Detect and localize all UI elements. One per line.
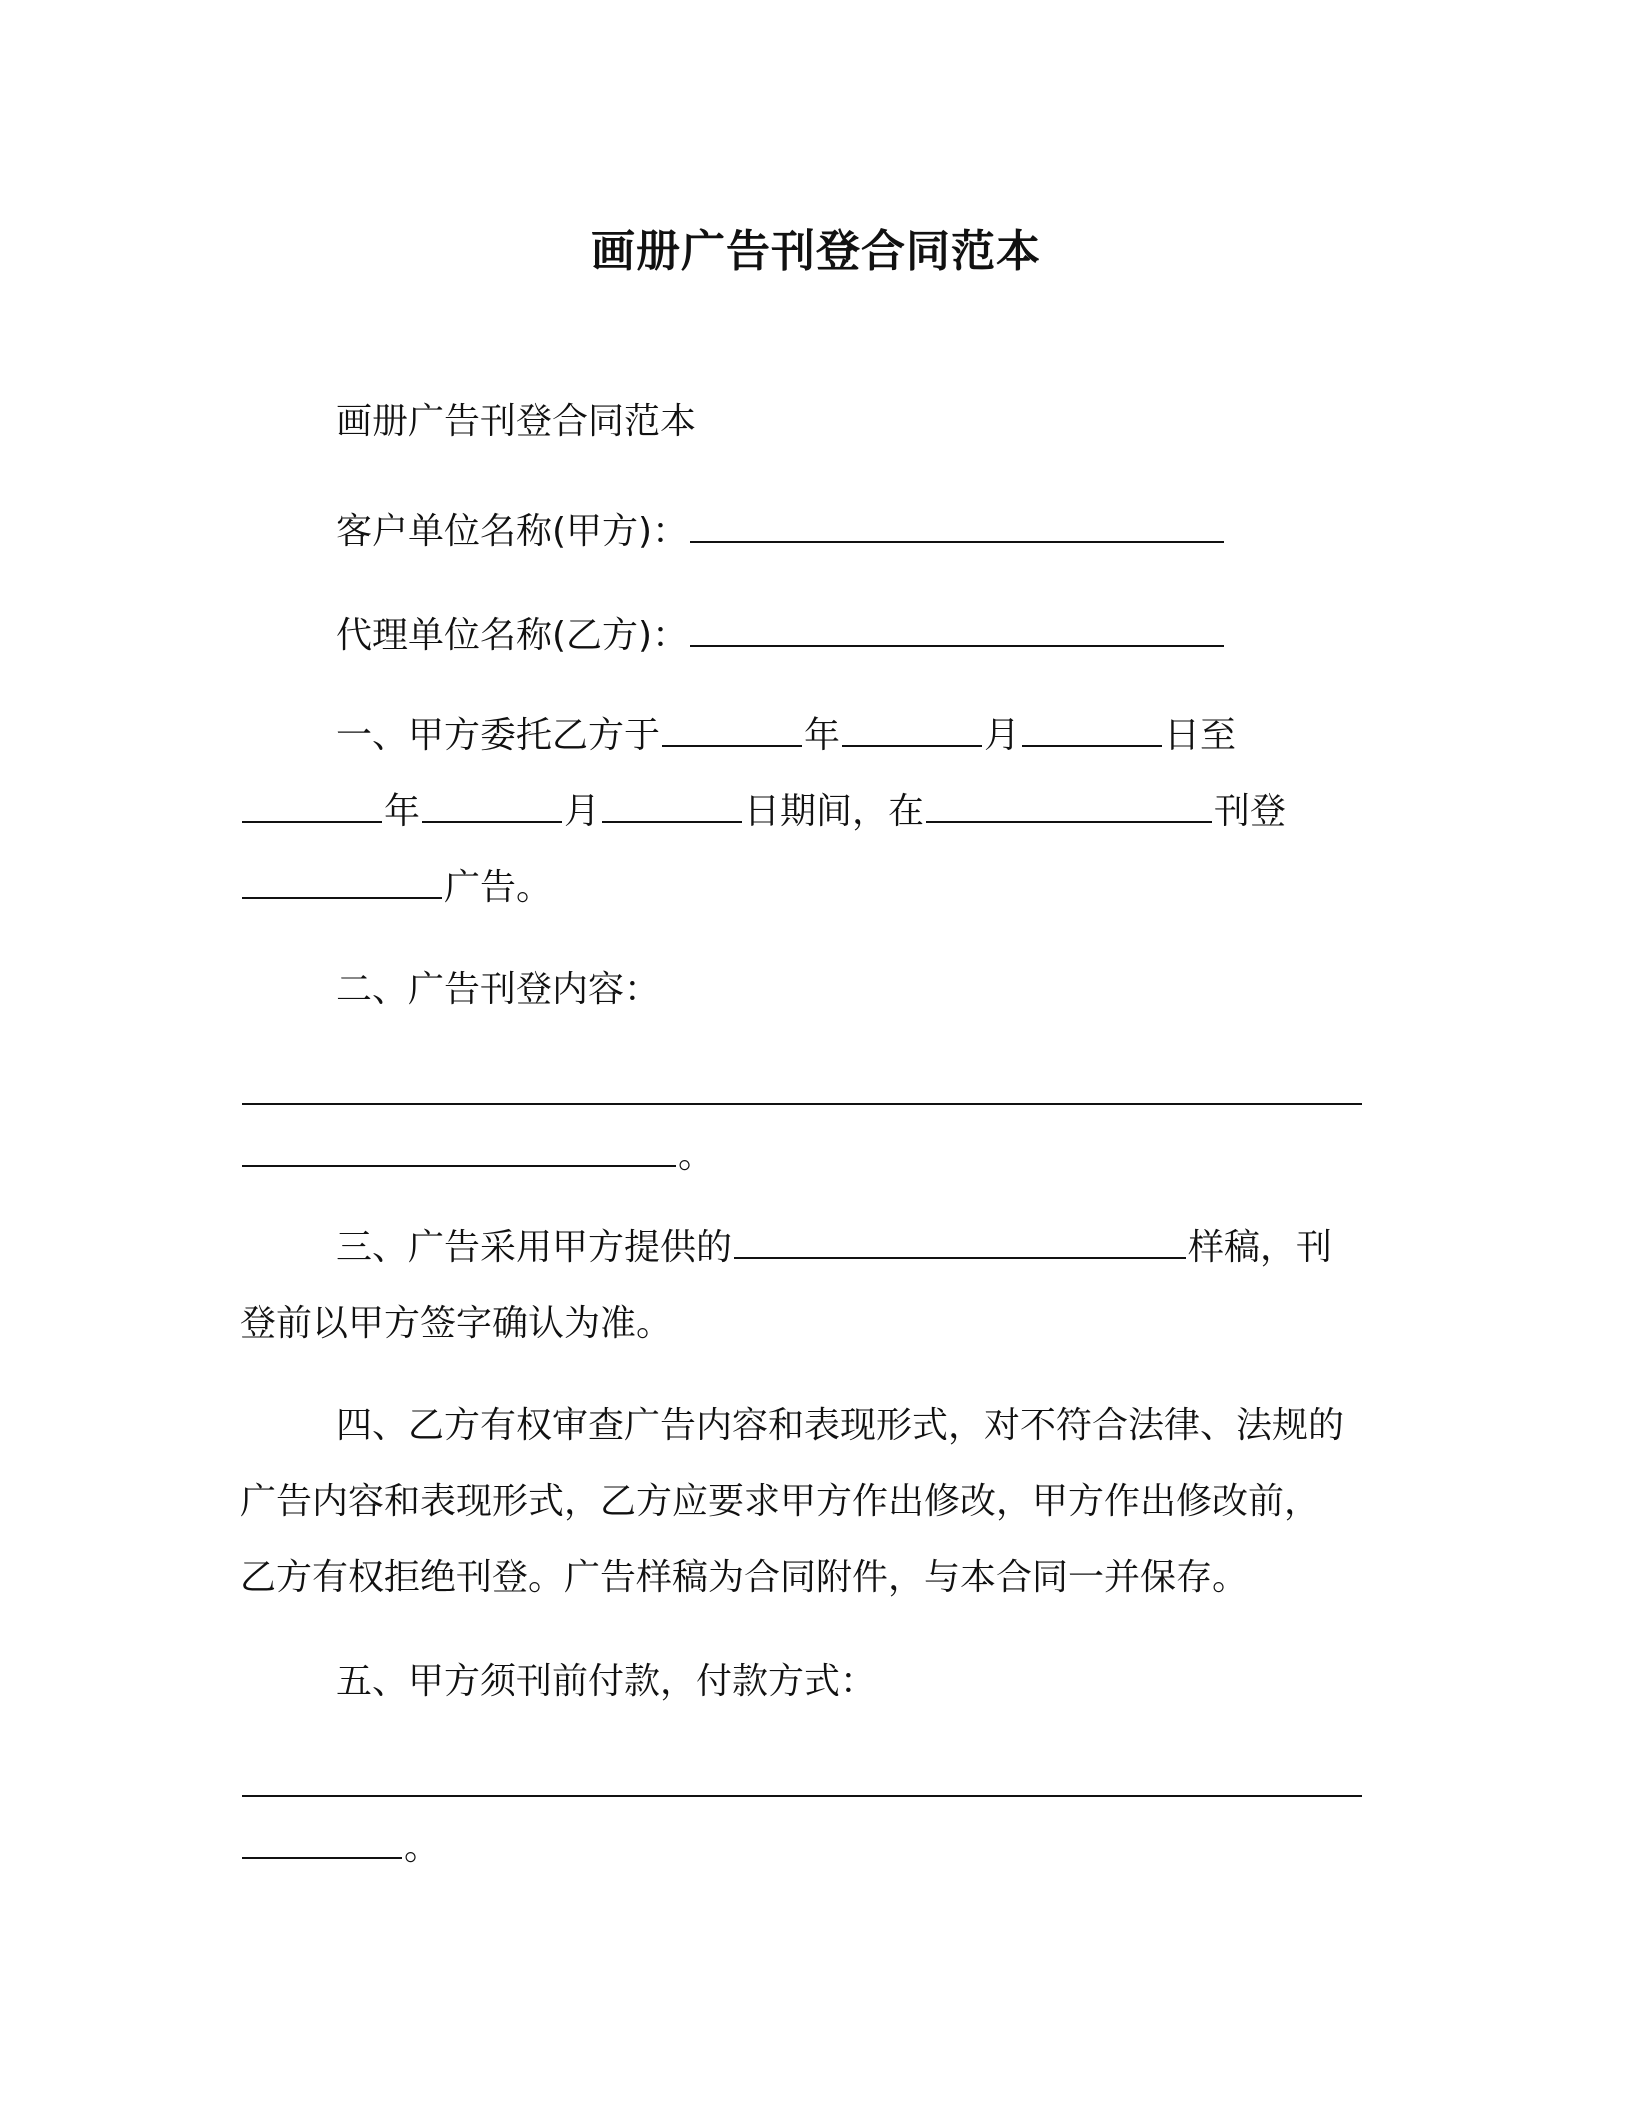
- clause2-blank: [242, 1073, 1362, 1105]
- clause3-line1: [336, 1222, 1332, 1274]
- clause2-blank-line: [240, 1068, 1364, 1120]
- clause2-heading: 二、广告刊登内容：: [336, 969, 661, 1010]
- clause1-year: 年: [804, 715, 841, 756]
- clause5-blank: [242, 1827, 402, 1859]
- party-b-label: 代理单位名称(乙方)：: [336, 615, 689, 656]
- party-a-blank: [690, 511, 1224, 543]
- clause5-end: 。: [404, 1827, 441, 1868]
- clause1-blank: [662, 715, 802, 747]
- clause2-line2: [240, 1130, 714, 1182]
- party-b-line: [336, 610, 1226, 662]
- clause1-line2: [240, 786, 1286, 838]
- clause1-line1: [336, 710, 1236, 762]
- clause3-line2: 登前以甲方签字确认为准。: [240, 1303, 673, 1344]
- clause1-line3: [240, 862, 552, 914]
- party-a-line: [336, 506, 1226, 558]
- clause1-blank: [1022, 715, 1162, 747]
- clause4-line2: 广告内容和表现形式，乙方应要求甲方作出修改，甲方作出修改前，: [240, 1481, 1321, 1522]
- clause2-blank: [242, 1135, 676, 1167]
- document-title: 画册广告刊登合同范本: [591, 226, 1041, 277]
- clause1-blank: [602, 791, 742, 823]
- party-a-label: 客户单位名称(甲方)：: [336, 511, 689, 552]
- clause4-line3: 乙方有权拒绝刊登。广告样稿为合同附件，与本合同一并保存。: [240, 1557, 1249, 1598]
- clause5-line2: [240, 1822, 440, 1874]
- clause1-publish: 刊登: [1214, 791, 1287, 832]
- clause5-blank-line: [240, 1760, 1364, 1812]
- clause5-heading: 五、甲方须刊前付款，付款方式：: [336, 1661, 877, 1702]
- clause1-text: 一、甲方委托乙方于: [336, 715, 661, 756]
- clause1-year-2: 年: [384, 791, 421, 832]
- clause2-end: 。: [678, 1135, 715, 1176]
- clause1-ad-end: 广告。: [444, 867, 553, 908]
- clause1-blank: [842, 715, 982, 747]
- clause1-month-2: 月: [564, 791, 601, 832]
- clause1-month: 月: [984, 715, 1021, 756]
- clause1-day-period: 日期间，在: [744, 791, 925, 832]
- clause1-blank: [422, 791, 562, 823]
- clause3-blank: [734, 1227, 1186, 1259]
- clause5-blank: [242, 1765, 1362, 1797]
- clause1-blank: [242, 791, 382, 823]
- clause1-blank: [926, 791, 1212, 823]
- clause3-text: 三、广告采用甲方提供的: [336, 1227, 733, 1268]
- document-subtitle: 画册广告刊登合同范本: [336, 401, 697, 442]
- party-b-blank: [690, 615, 1224, 647]
- clause3-text-2: 样稿，刊: [1188, 1227, 1333, 1268]
- clause1-day-to: 日至: [1164, 715, 1237, 756]
- clause4-line1: 四、乙方有权审查广告内容和表现形式，对不符合法律、法规的: [336, 1405, 1345, 1446]
- clause1-blank: [242, 867, 442, 899]
